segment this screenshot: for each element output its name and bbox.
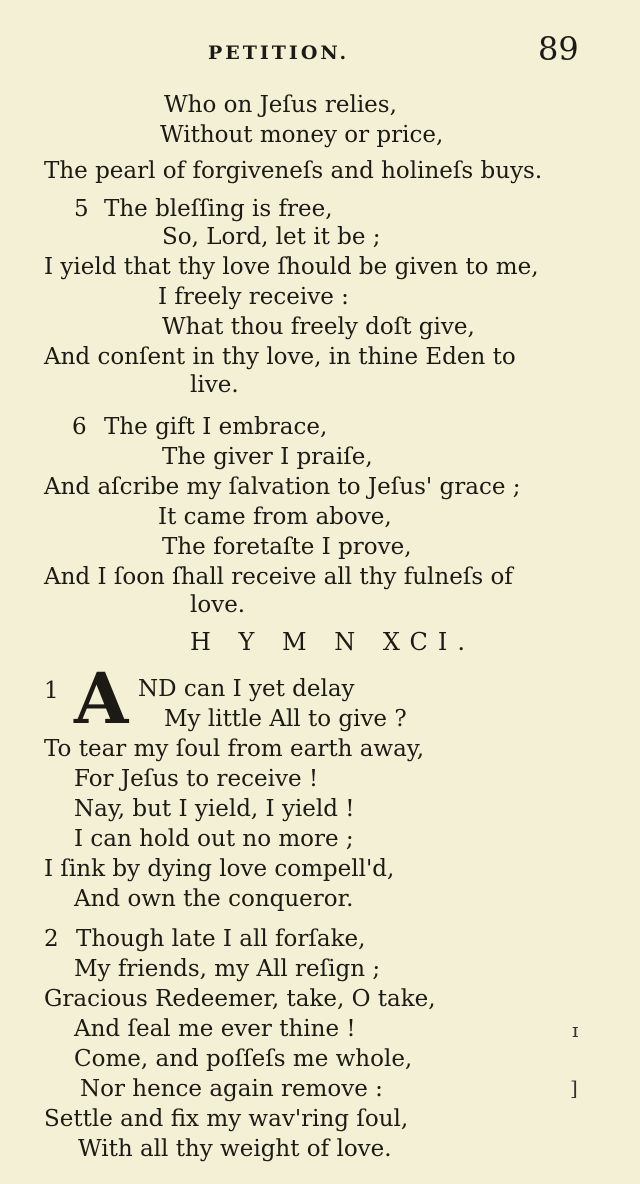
verse-line: ND can I yet delay	[138, 676, 355, 702]
verse-line: And I ſoon ſhall receive all thy fulneſs of	[44, 564, 513, 590]
verse-line: I yield that thy love ſhould be given to me,	[44, 254, 539, 280]
page-number: 89	[538, 30, 579, 68]
verse-line: And conſent in thy love, in thine Eden to	[44, 344, 516, 370]
verse-line: My little All to give ?	[164, 706, 407, 732]
verse-line: And ſeal me ever thine !	[74, 1016, 356, 1042]
hymn-title: H Y M N XCI.	[190, 628, 475, 656]
verse-number: 2	[44, 926, 59, 952]
verse-line: Without money or price,	[160, 122, 444, 148]
verse-line: And own the conqueror.	[74, 886, 354, 912]
verse-line: The gift I embrace,	[104, 414, 328, 440]
verse-number: 5	[74, 196, 89, 222]
running-head: PETITION.	[208, 42, 350, 64]
page-header	[0, 30, 640, 70]
verse-line: Come, and poſſeſs me whole,	[74, 1046, 413, 1072]
verse-line: Who on Jeſus relies,	[164, 92, 397, 118]
verse-line: It came from above,	[158, 504, 392, 530]
verse-line: live.	[190, 372, 239, 398]
verse-number: 1	[44, 678, 59, 704]
drop-cap: A	[74, 657, 129, 740]
verse-line: I ſink by dying love compell'd,	[44, 856, 395, 882]
verse-line: For Jeſus to receive !	[74, 766, 319, 792]
verse-line: And aſcribe my ſalvation to Jeſus' grace ;	[44, 474, 521, 500]
verse-line: With all thy weight of love.	[78, 1136, 392, 1162]
verse-line: The giver I praiſe,	[162, 444, 373, 470]
verse-number: 6	[72, 414, 87, 440]
verse-line: Nay, but I yield, I yield !	[74, 796, 355, 822]
verse-line: Though late I all forſake,	[76, 926, 366, 952]
verse-line: The bleſſing is free,	[104, 196, 333, 222]
verse-line: Nor hence again remove :	[80, 1076, 383, 1102]
verse-line: My friends, my All reſign ;	[74, 956, 381, 982]
verse-line: To tear my ſoul from earth away,	[44, 736, 425, 762]
margin-bracket-mark: ]	[570, 1076, 578, 1100]
verse-line: The pearl of forgiveneſs and holineſs buys.	[44, 158, 543, 184]
verse-line: So, Lord, let it be ;	[162, 224, 381, 250]
verse-line: I can hold out no more ;	[74, 826, 354, 852]
verse-line: The foretaſte I prove,	[162, 534, 412, 560]
verse-line: What thou freely doſt give,	[162, 314, 475, 340]
verse-line: I freely receive :	[158, 284, 349, 310]
verse-line: love.	[190, 592, 246, 618]
verse-line: Gracious Redeemer, take, O take,	[44, 986, 436, 1012]
verse-line: Settle and fix my wav'ring ſoul,	[44, 1106, 409, 1132]
margin-speck: ɪ	[572, 1018, 579, 1042]
